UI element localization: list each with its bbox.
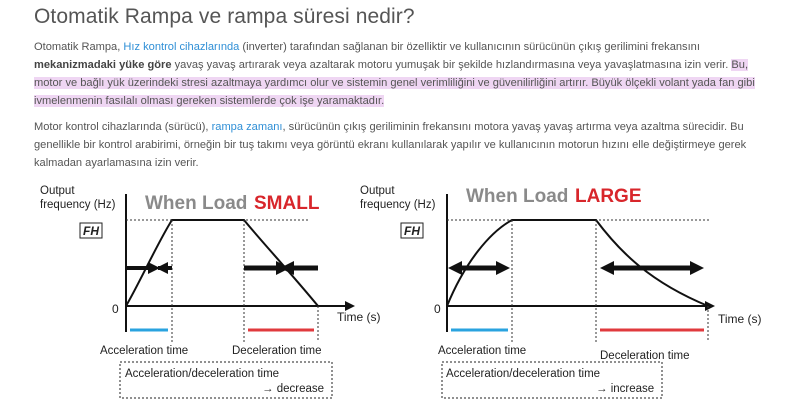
time-label: Time (s) bbox=[718, 312, 762, 326]
paragraph-1 bbox=[34, 38, 772, 110]
diagram-small-load bbox=[40, 185, 381, 398]
decel-label: Deceleration time bbox=[600, 350, 690, 362]
title-emph: SMALL bbox=[254, 193, 320, 214]
title-prefix: When Load bbox=[145, 193, 248, 214]
text: , sürücünün çıkış geriliminin frekansını motora yavaş yavaş artırma veya azaltma sürecidir. Bu genellikle bir kontrol arabirimi, örneğin bir tuş takımı veya görüntü ekranı kullanılarak yapılır ve kullanıcının motorun hızını elle değiştirmeye gerek kalmadan ayarlamasına izin verir. bbox=[34, 121, 747, 169]
ramp-diagram-figure bbox=[0, 182, 800, 413]
text: Motor kontrol cihazlarında (sürücü), bbox=[34, 121, 212, 133]
diagram-large-load bbox=[360, 185, 762, 398]
title-emph: LARGE bbox=[575, 186, 642, 207]
time-label: Time (s) bbox=[337, 310, 381, 324]
text: (inverter) tarafından sağlanan bir özelliktir ve kullanıcının sürücünün çıkış gerilimini frekansını bbox=[239, 41, 700, 53]
y-label-1: Output bbox=[40, 185, 75, 197]
page-title: Otomatik Rampa ve rampa süresi nedir? bbox=[34, 5, 415, 28]
accel-label: Acceleration time bbox=[100, 345, 189, 357]
text: Otomatik Rampa, bbox=[34, 41, 124, 53]
summary-line-2: → decrease bbox=[262, 383, 325, 395]
text: yavaş yavaş artırarak veya azaltarak motoru yumuşak bir şekilde hızlandırmasına veya yavaşlatmasına izin verir. bbox=[171, 59, 732, 71]
fh-label: FH bbox=[404, 224, 420, 238]
y-label-1: Output bbox=[360, 185, 395, 197]
fh-label: FH bbox=[83, 224, 99, 238]
decel-label: Deceleration time bbox=[232, 345, 322, 357]
frequency-curve bbox=[447, 220, 708, 306]
link-rampa-zamani[interactable]: rampa zamanı bbox=[211, 121, 283, 133]
highlighted-text: Bu, motor ve bağlı yük üzerindeki stresi azaltmaya yardımcı olur ve sistemin genel verimliliğini ve güvenilirliğini artırır. Büyük ölçekli volant yada fan gibi ivmelenmenin fasılalı olması gereken sistemlerde çok işe yaramaktadır. bbox=[34, 59, 755, 107]
link-hiz-kontrol[interactable]: Hız kontrol cihazlarında bbox=[123, 41, 240, 53]
summary-line-1: Acceleration/deceleration time bbox=[125, 368, 280, 380]
title-prefix: When Load bbox=[466, 186, 569, 207]
y-label-2: frequency (Hz) bbox=[360, 199, 436, 211]
accel-label: Acceleration time bbox=[438, 345, 527, 357]
paragraph-2 bbox=[34, 118, 772, 172]
summary-line-1: Acceleration/deceleration time bbox=[446, 368, 601, 380]
y-label-2: frequency (Hz) bbox=[40, 199, 116, 211]
frequency-curve bbox=[126, 220, 318, 306]
bold-text: mekanizmadaki yüke göre bbox=[34, 59, 172, 71]
summary-line-2: → increase bbox=[596, 383, 655, 395]
origin-zero: 0 bbox=[112, 302, 119, 316]
origin-zero: 0 bbox=[434, 302, 441, 316]
